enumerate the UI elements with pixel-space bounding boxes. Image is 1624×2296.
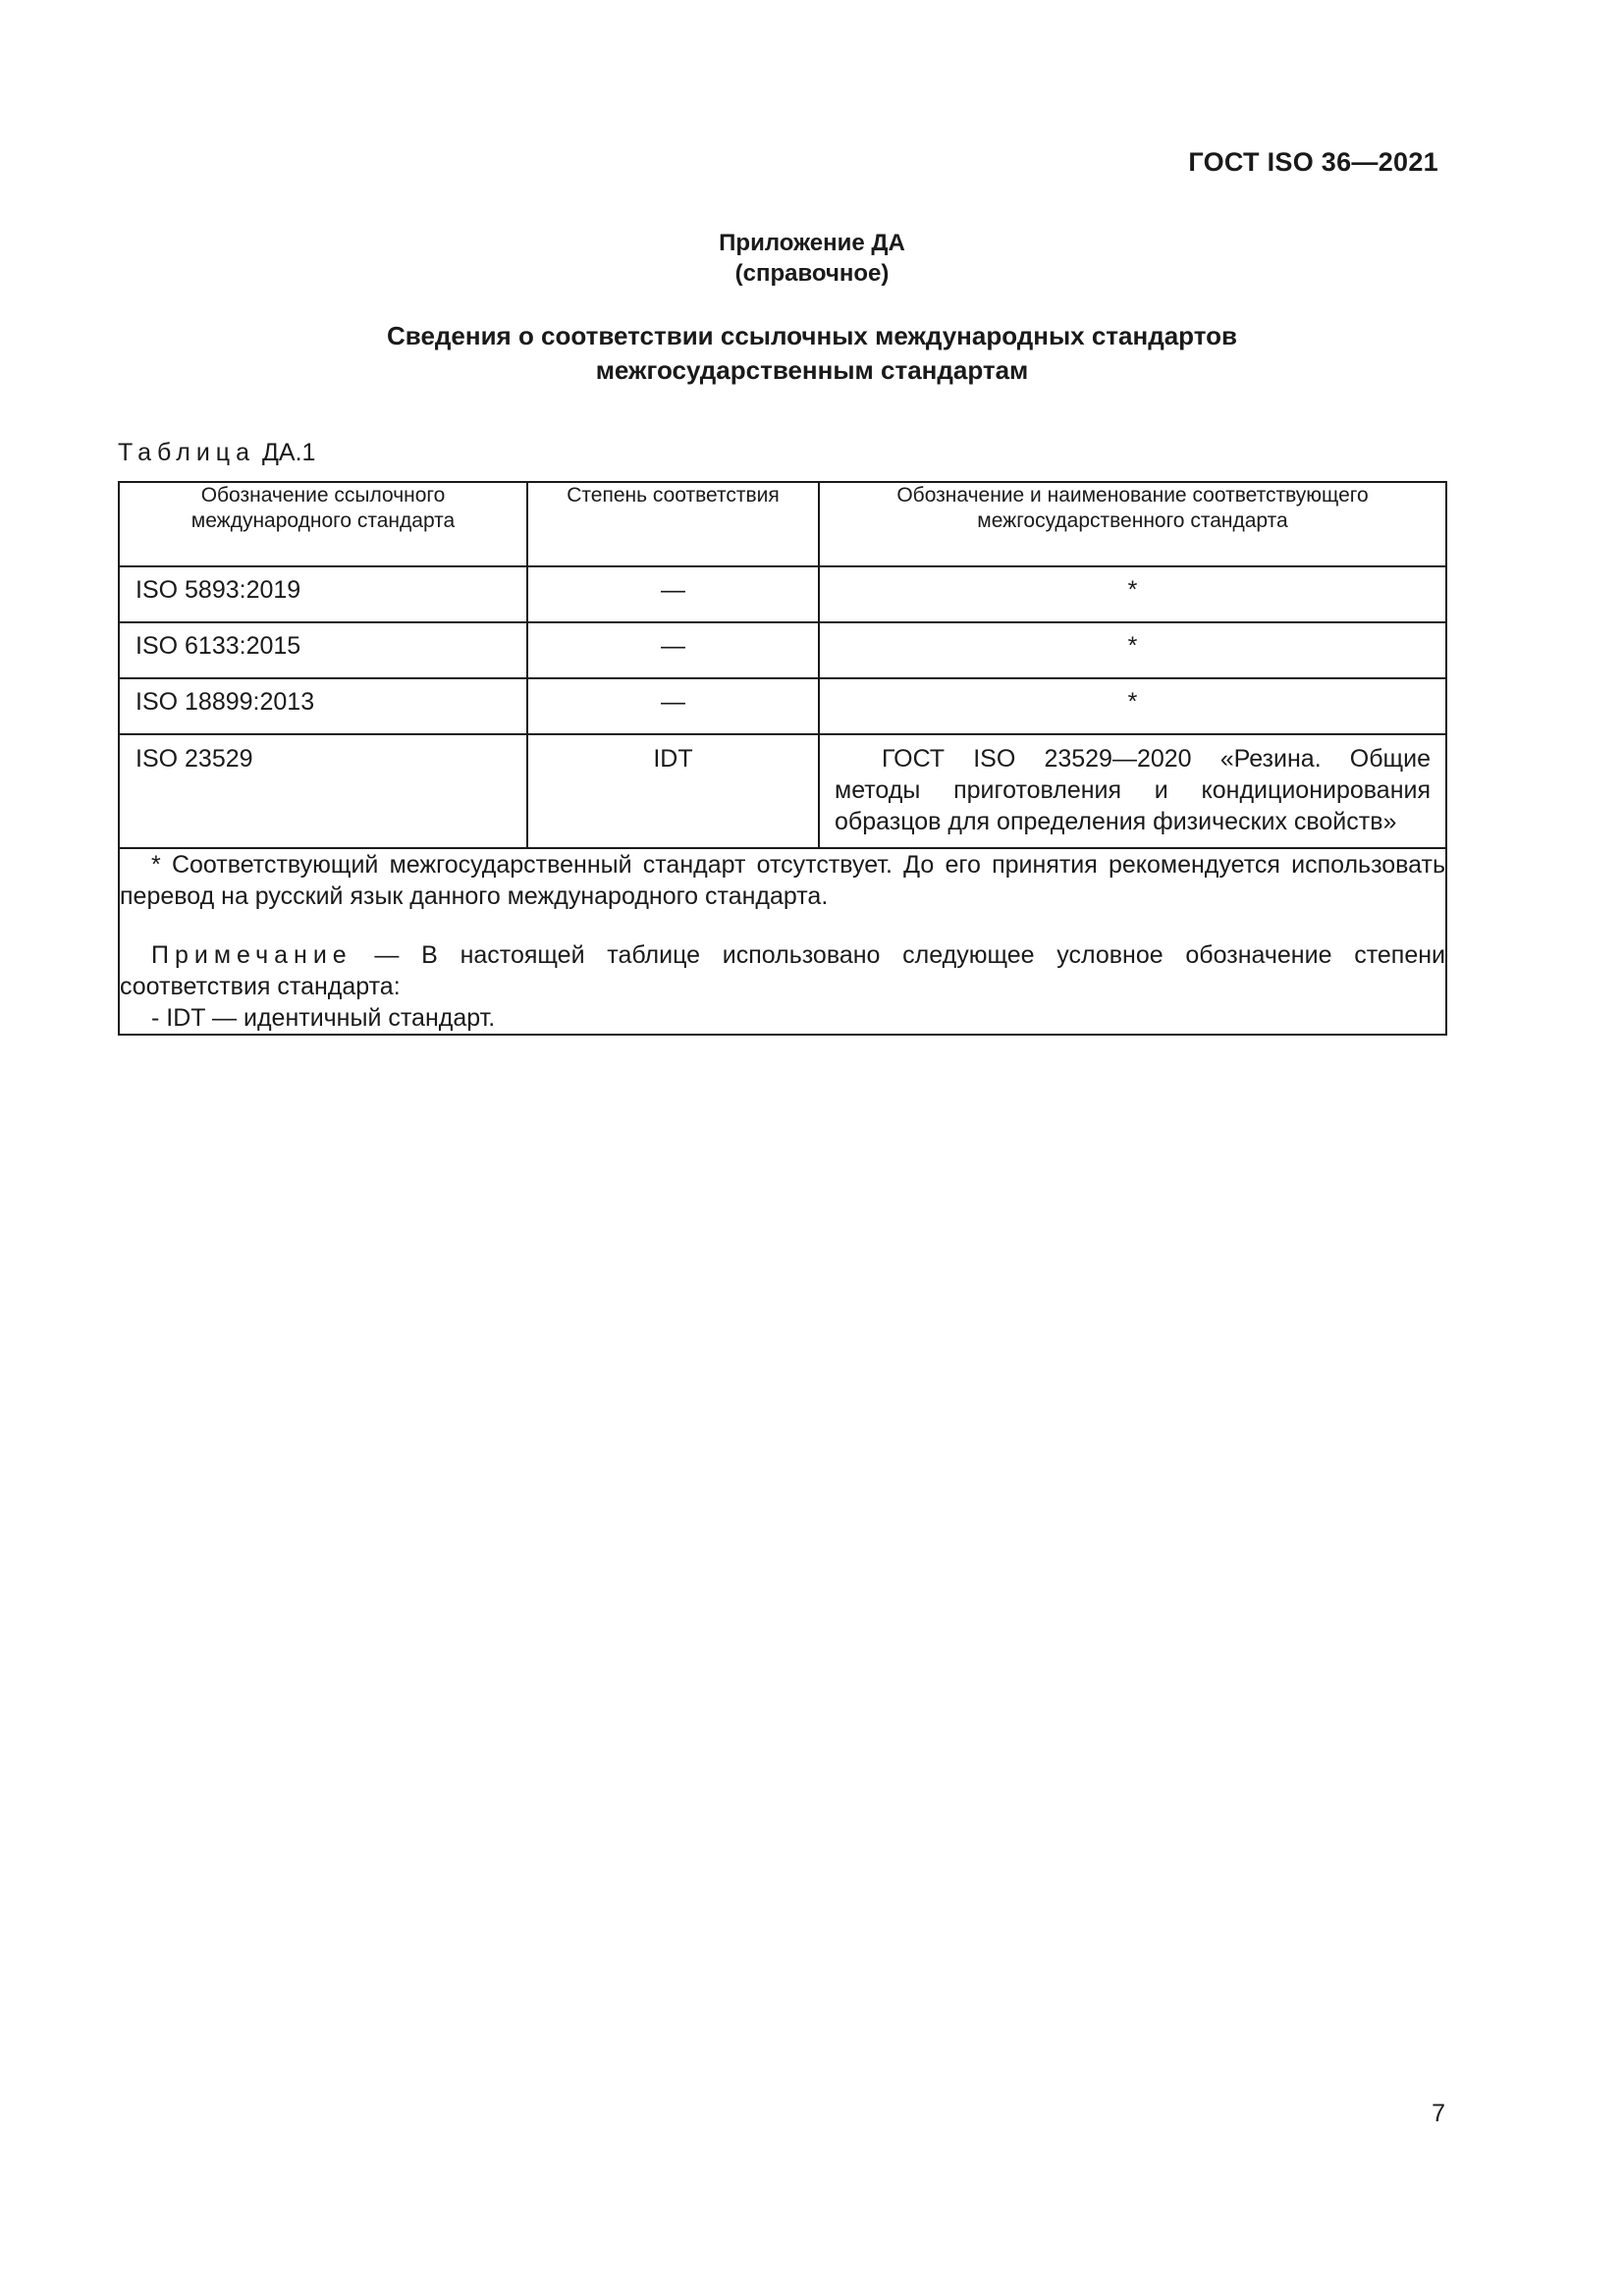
cell-standard: ISO 5893:2019 bbox=[119, 566, 527, 622]
header-interstate-standard: Обозначение и наименование соответствующего межгосударственного стандарта bbox=[819, 482, 1446, 566]
cell-interstate: * bbox=[819, 566, 1446, 622]
table-row bbox=[119, 734, 1446, 848]
appendix-heading bbox=[0, 228, 1624, 289]
table-caption-number: ДА.1 bbox=[261, 439, 316, 466]
table-footnote-cell bbox=[119, 848, 1446, 1035]
cell-degree: — bbox=[527, 566, 819, 622]
table-row bbox=[119, 678, 1446, 734]
cell-degree: IDT bbox=[527, 734, 819, 848]
appendix-label: Приложение ДА bbox=[719, 230, 905, 256]
note-label: Примечание bbox=[151, 941, 352, 969]
table-row bbox=[119, 566, 1446, 622]
cell-standard: ISO 23529 bbox=[119, 734, 527, 848]
footnote-text: * Соответствующий межгосударственный стандарт отсутствует. До его принятия рекомендуется использовать перевод на русский язык данного международного стандарта. bbox=[120, 851, 1445, 910]
table-caption-word: Таблица bbox=[118, 439, 256, 466]
table-row bbox=[119, 622, 1446, 678]
table-header-row bbox=[119, 482, 1446, 566]
note-paragraph bbox=[120, 939, 1445, 1002]
appendix-kind: (справочное) bbox=[734, 260, 890, 287]
cell-interstate: * bbox=[819, 622, 1446, 678]
cell-degree: — bbox=[527, 622, 819, 678]
section-title bbox=[0, 319, 1624, 388]
cell-degree: — bbox=[527, 678, 819, 734]
standards-table bbox=[118, 481, 1447, 1036]
cell-interstate: ГОСТ ISO 23529—2020 «Резина. Общие методы приготовления и кондиционирования образцов для определения физических свойств» bbox=[819, 734, 1446, 848]
table-caption bbox=[118, 439, 315, 467]
table-footnote-row bbox=[119, 848, 1446, 1035]
header-international-standard: Обозначение ссылочного международного стандарта bbox=[119, 482, 527, 566]
cell-interstate: * bbox=[819, 678, 1446, 734]
page-number: 7 bbox=[1432, 2100, 1445, 2127]
cell-standard: ISO 18899:2013 bbox=[119, 678, 527, 734]
note-text: — В настоящей таблице использовано следующее условное обозначение степени соответствия стандарта: bbox=[120, 941, 1445, 1000]
note-list-item: - IDT — идентичный стандарт. bbox=[151, 1004, 496, 1032]
document-code: ГОСТ ISO 36—2021 bbox=[1188, 147, 1438, 177]
section-title-line-2: межгосударственным стандартам bbox=[595, 355, 1029, 385]
header-degree-of-correspondence: Степень соответствия bbox=[527, 482, 819, 566]
cell-standard: ISO 6133:2015 bbox=[119, 622, 527, 678]
section-title-line-1: Сведения о соответствии ссылочных международных стандартов bbox=[387, 321, 1237, 350]
